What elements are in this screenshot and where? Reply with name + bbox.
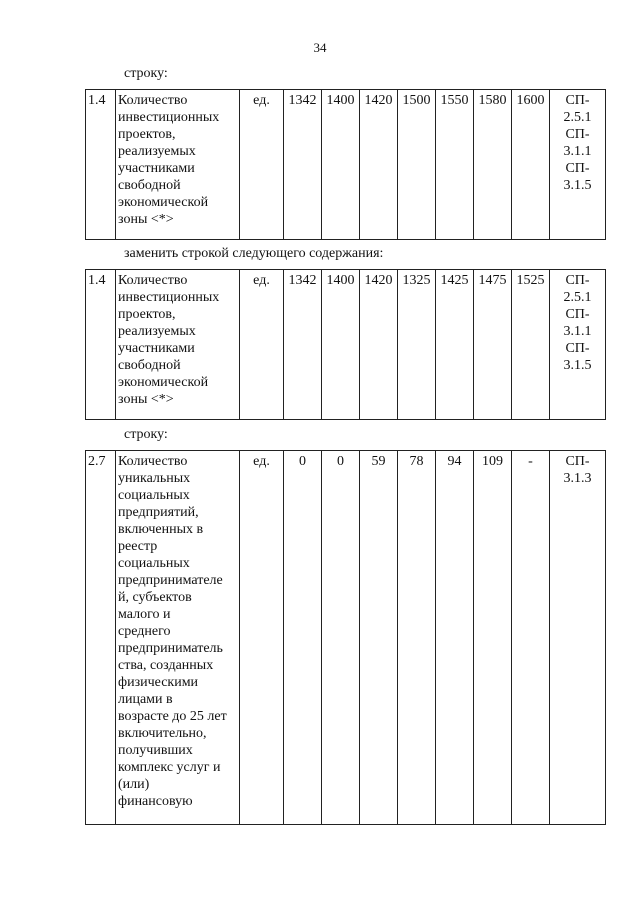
name-line: лицами в xyxy=(118,692,173,707)
page-number: 34 xyxy=(313,40,327,55)
section-caption: строку: xyxy=(124,427,168,442)
code-line: СП- xyxy=(565,341,590,356)
value-cell: 78 xyxy=(398,451,436,825)
name-line: комплекс услуг и xyxy=(118,760,221,775)
value-cell: 1420 xyxy=(360,90,398,240)
code-line: 3.1.5 xyxy=(563,178,592,193)
name-line: инвестиционных xyxy=(118,110,220,125)
name-line: включительно, xyxy=(118,726,207,741)
indicator-name xyxy=(116,451,240,825)
code-line: 3.1.5 xyxy=(563,358,592,373)
name-line: проектов, xyxy=(118,127,176,142)
code-line: СП- xyxy=(565,307,590,322)
program-code-cell xyxy=(550,90,606,240)
value-cell: 1342 xyxy=(284,90,322,240)
value-cell: 0 xyxy=(284,451,322,825)
indicator-table xyxy=(85,269,606,420)
name-line: физическими xyxy=(118,675,199,690)
value-cell: 0 xyxy=(322,451,360,825)
value-cell: 1425 xyxy=(436,270,474,420)
name-line: получивших xyxy=(118,743,193,758)
value-cell: 1420 xyxy=(360,270,398,420)
code-line: 3.1.1 xyxy=(563,324,592,339)
table-row xyxy=(86,90,606,240)
code-line: 3.1.1 xyxy=(563,144,592,159)
section-caption: заменить строкой следующего содержания: xyxy=(124,246,384,261)
table-row xyxy=(86,270,606,420)
value-cell: 1500 xyxy=(398,90,436,240)
value-cell: 94 xyxy=(436,451,474,825)
unit-cell: ед. xyxy=(240,270,284,420)
code-line: СП- xyxy=(565,273,590,288)
unit-cell: ед. xyxy=(240,90,284,240)
name-line: Количество xyxy=(118,273,188,288)
name-line: реестр xyxy=(118,539,158,554)
indicator-name xyxy=(116,270,240,420)
value-cell: 1600 xyxy=(512,90,550,240)
code-line: 3.1.3 xyxy=(563,471,592,486)
value-cell: 1325 xyxy=(398,270,436,420)
name-line: малого и xyxy=(118,607,171,622)
name-line: реализуемых xyxy=(118,324,196,339)
name-line: экономической xyxy=(118,375,209,390)
row-number: 2.7 xyxy=(86,451,116,825)
name-line: реализуемых xyxy=(118,144,196,159)
name-line: экономической xyxy=(118,195,209,210)
value-cell: 1400 xyxy=(322,270,360,420)
section-caption: строку: xyxy=(124,66,168,81)
code-line: СП- xyxy=(565,161,590,176)
value-cell: 109 xyxy=(474,451,512,825)
program-code-cell xyxy=(550,270,606,420)
name-line: Количество xyxy=(118,93,188,108)
name-line: предприниматель xyxy=(118,641,223,656)
value-cell: - xyxy=(512,451,550,825)
value-cell: 1400 xyxy=(322,90,360,240)
name-line: социальных xyxy=(118,488,190,503)
code-line: 2.5.1 xyxy=(563,290,592,305)
name-line: (или) xyxy=(118,777,150,792)
row-number: 1.4 xyxy=(86,270,116,420)
name-line: зоны <*> xyxy=(118,392,174,407)
indicator-name xyxy=(116,90,240,240)
value-cell: 1525 xyxy=(512,270,550,420)
value-cell: 1475 xyxy=(474,270,512,420)
name-line: среднего xyxy=(118,624,171,639)
name-line: финансовую xyxy=(118,794,193,809)
name-line: свободной xyxy=(118,358,181,373)
name-line: проектов, xyxy=(118,307,176,322)
value-cell: 59 xyxy=(360,451,398,825)
unit-cell: ед. xyxy=(240,451,284,825)
code-line: СП- xyxy=(565,454,590,469)
name-line: Количество xyxy=(118,454,188,469)
row-number: 1.4 xyxy=(86,90,116,240)
name-line: зоны <*> xyxy=(118,212,174,227)
name-line: предприятий, xyxy=(118,505,199,520)
name-line: уникальных xyxy=(118,471,191,486)
name-line: включенных в xyxy=(118,522,204,537)
name-line: й, субъектов xyxy=(118,590,192,605)
indicator-table xyxy=(85,450,606,825)
name-line: инвестиционных xyxy=(118,290,220,305)
name-line: свободной xyxy=(118,178,181,193)
name-line: предпринимателе xyxy=(118,573,223,588)
value-cell: 1580 xyxy=(474,90,512,240)
name-line: участниками xyxy=(118,161,195,176)
program-code-cell xyxy=(550,451,606,825)
indicator-table xyxy=(85,89,606,240)
code-line: СП- xyxy=(565,93,590,108)
name-line: возрасте до 25 лет xyxy=(118,709,227,724)
table-row xyxy=(86,451,606,825)
value-cell: 1550 xyxy=(436,90,474,240)
code-line: СП- xyxy=(565,127,590,142)
name-line: участниками xyxy=(118,341,195,356)
name-line: ства, созданных xyxy=(118,658,214,673)
value-cell: 1342 xyxy=(284,270,322,420)
name-line: социальных xyxy=(118,556,190,571)
code-line: 2.5.1 xyxy=(563,110,592,125)
